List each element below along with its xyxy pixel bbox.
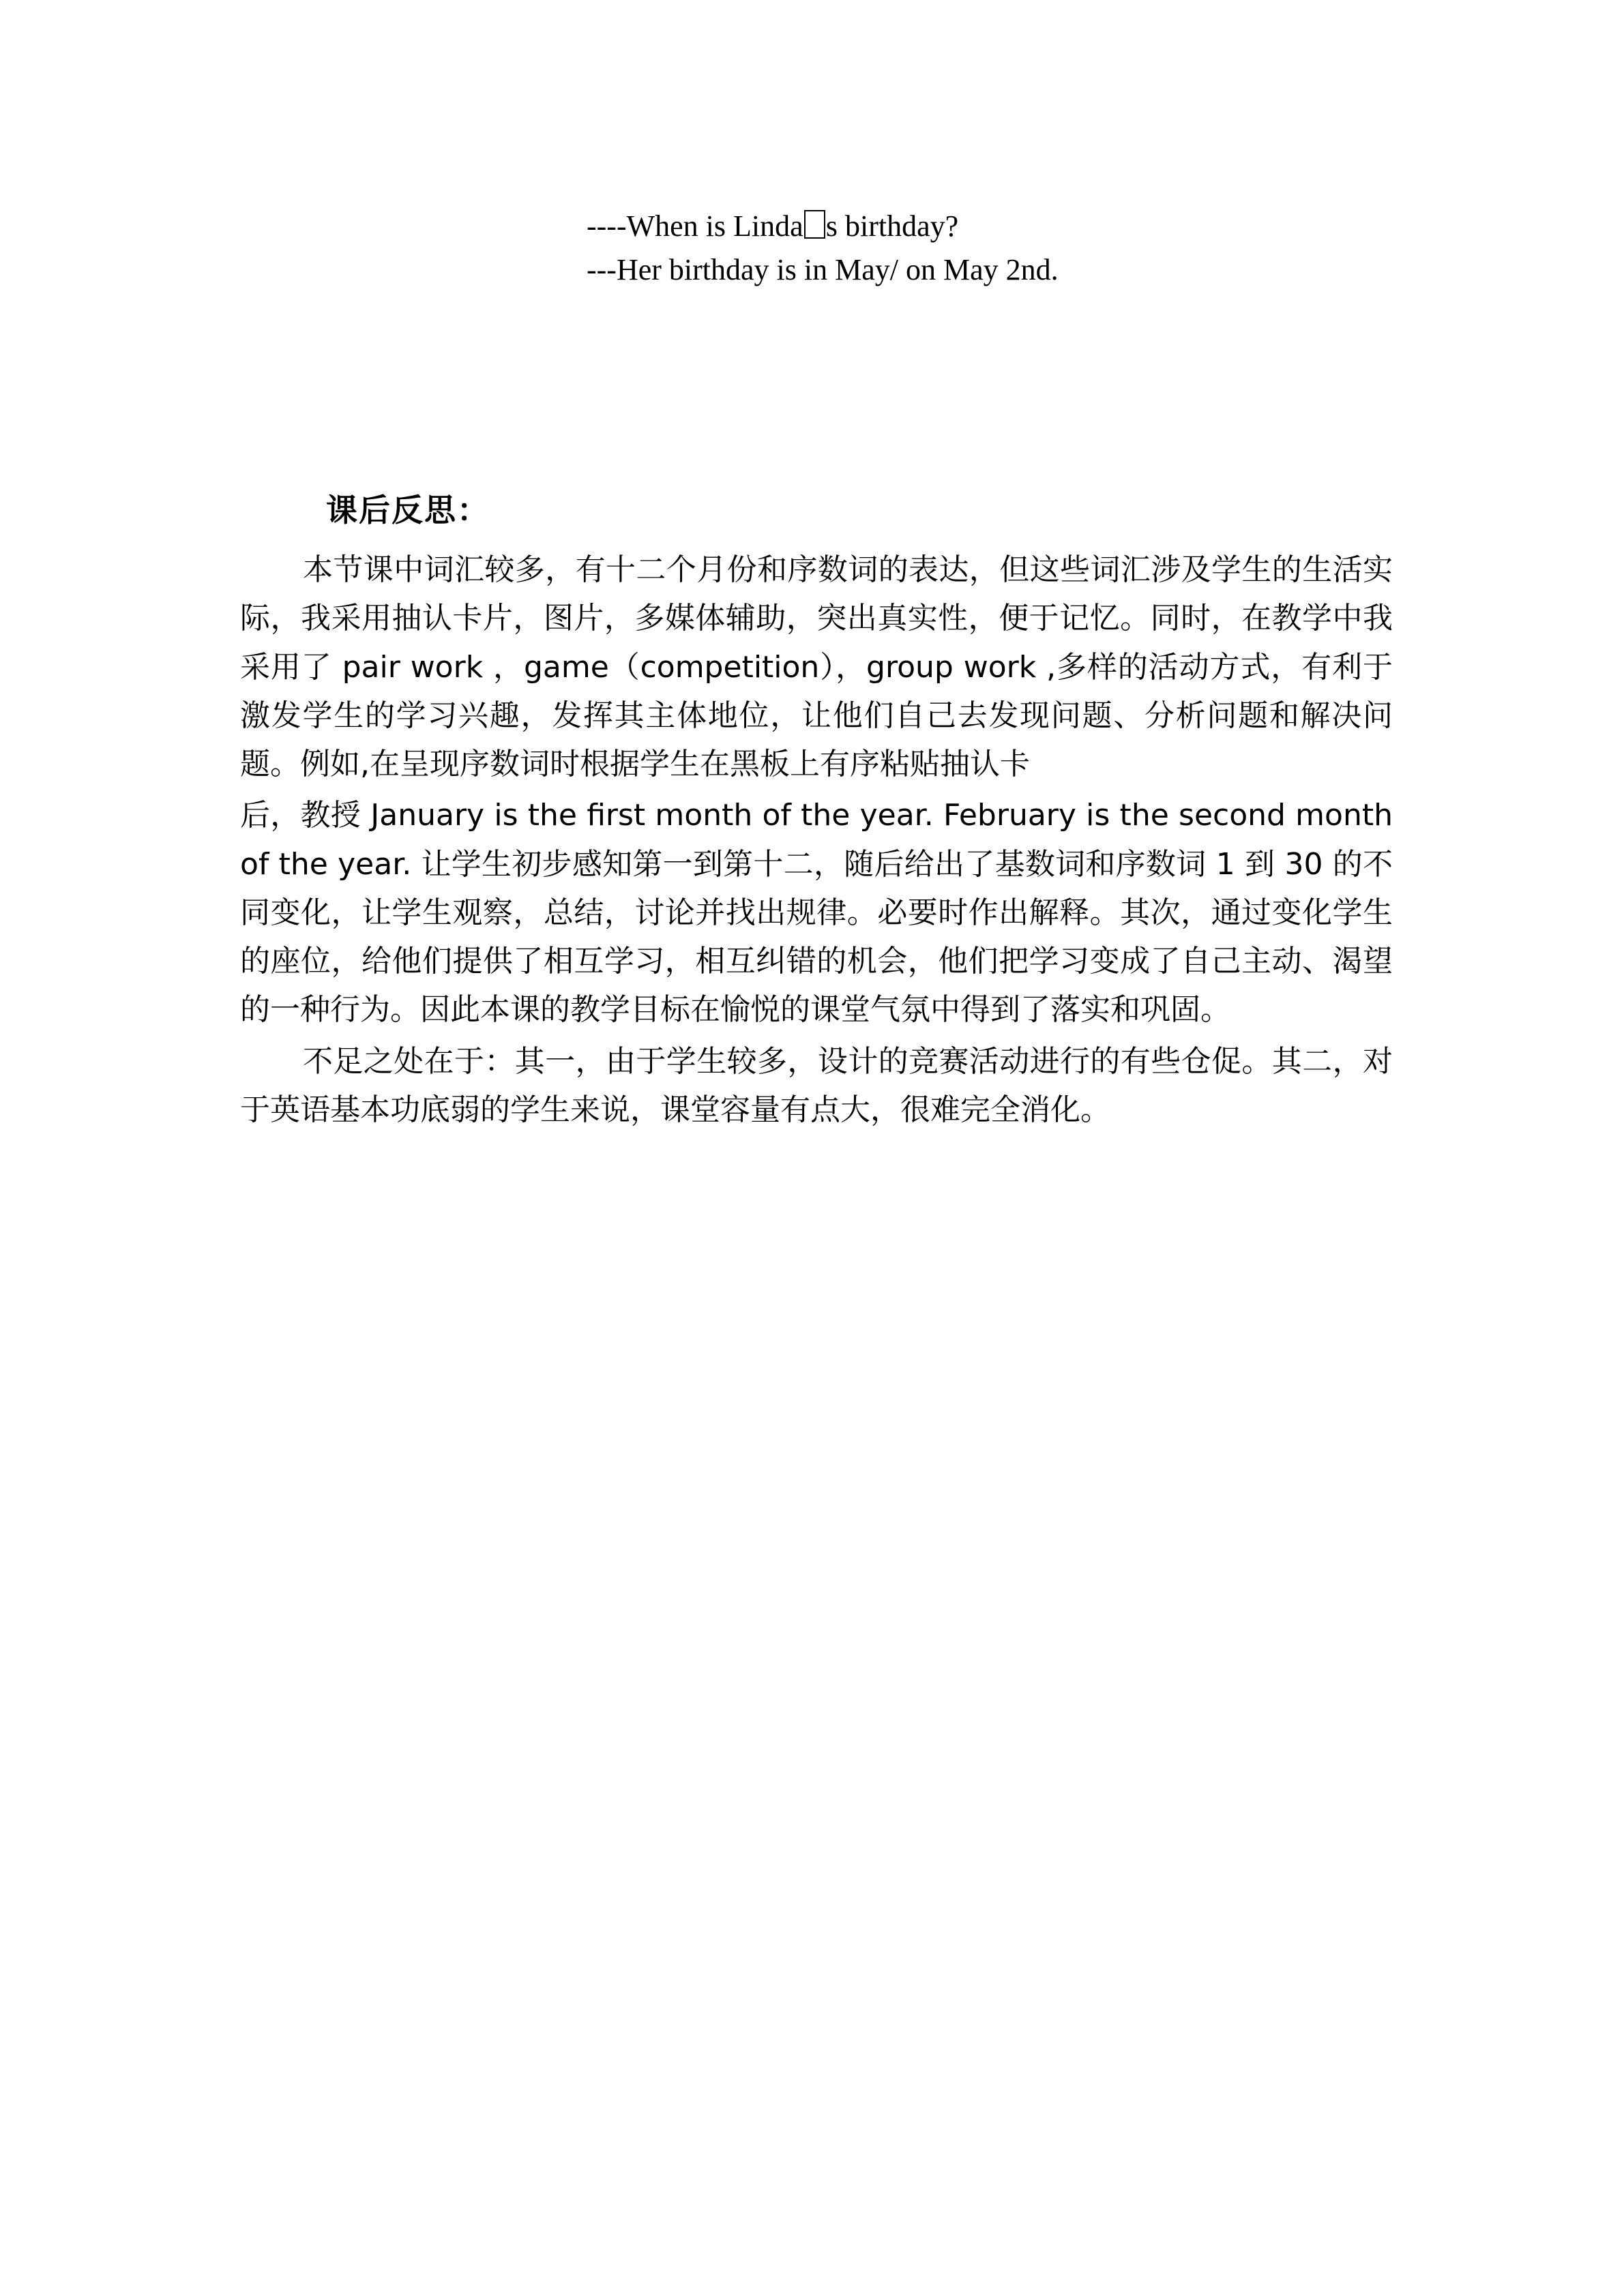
dialogue-question-suffix: s birthday?	[825, 209, 959, 243]
reflection-heading: 课后反思：	[326, 492, 490, 528]
reflection-body	[240, 546, 1393, 1134]
reflection-paragraph-1: 本节课中词汇较多，有十二个月份和序数词的表达，但这些词汇涉及学生的生活实际，我采用抽认卡片，图片，多媒体辅助，突出真实性，便于记忆。同时，在教学中我采用了 pair work ，game（competition），group work ,多样的活动方式，有利于激发学生的学习兴趣，发挥其主体地位，让他们自己去发现问题、分析问题和解决问题。例如,在呈现序数词时根据学生在黑板上有序粘贴抽认卡	[240, 552, 1393, 782]
dialogue-answer-line: ---Her birthday is in May/ on May 2nd.	[587, 252, 1059, 286]
dialogue-question-line	[587, 205, 1405, 248]
missing-character-box-icon	[804, 210, 825, 239]
reflection-paragraph-2: 后，教授 January is the first month of the year. February is the second month of the year. 让学生初步感知第一到第十二，随后给出了基数词和序数词 1 到 30 的不同变化，让学生观察，总结，讨论并找出规律。必要时作出解释。其次，通过变化学生的座位，给他们提供了相互学习，相互纠错的机会，他们把学习变成了自己主动、渴望的一种行为。因此本课的教学目标在愉悦的课堂气氛中得到了落实和巩固。	[240, 798, 1393, 1028]
reflection-paragraph-3: 不足之处在于：其一，由于学生较多，设计的竞赛活动进行的有些仓促。其二，对于英语基本功底弱的学生来说，课堂容量有点大，很难完全消化。	[240, 1043, 1393, 1127]
dialogue-question-prefix: ----When is Linda	[587, 209, 803, 243]
dialogue-block	[587, 205, 1405, 292]
